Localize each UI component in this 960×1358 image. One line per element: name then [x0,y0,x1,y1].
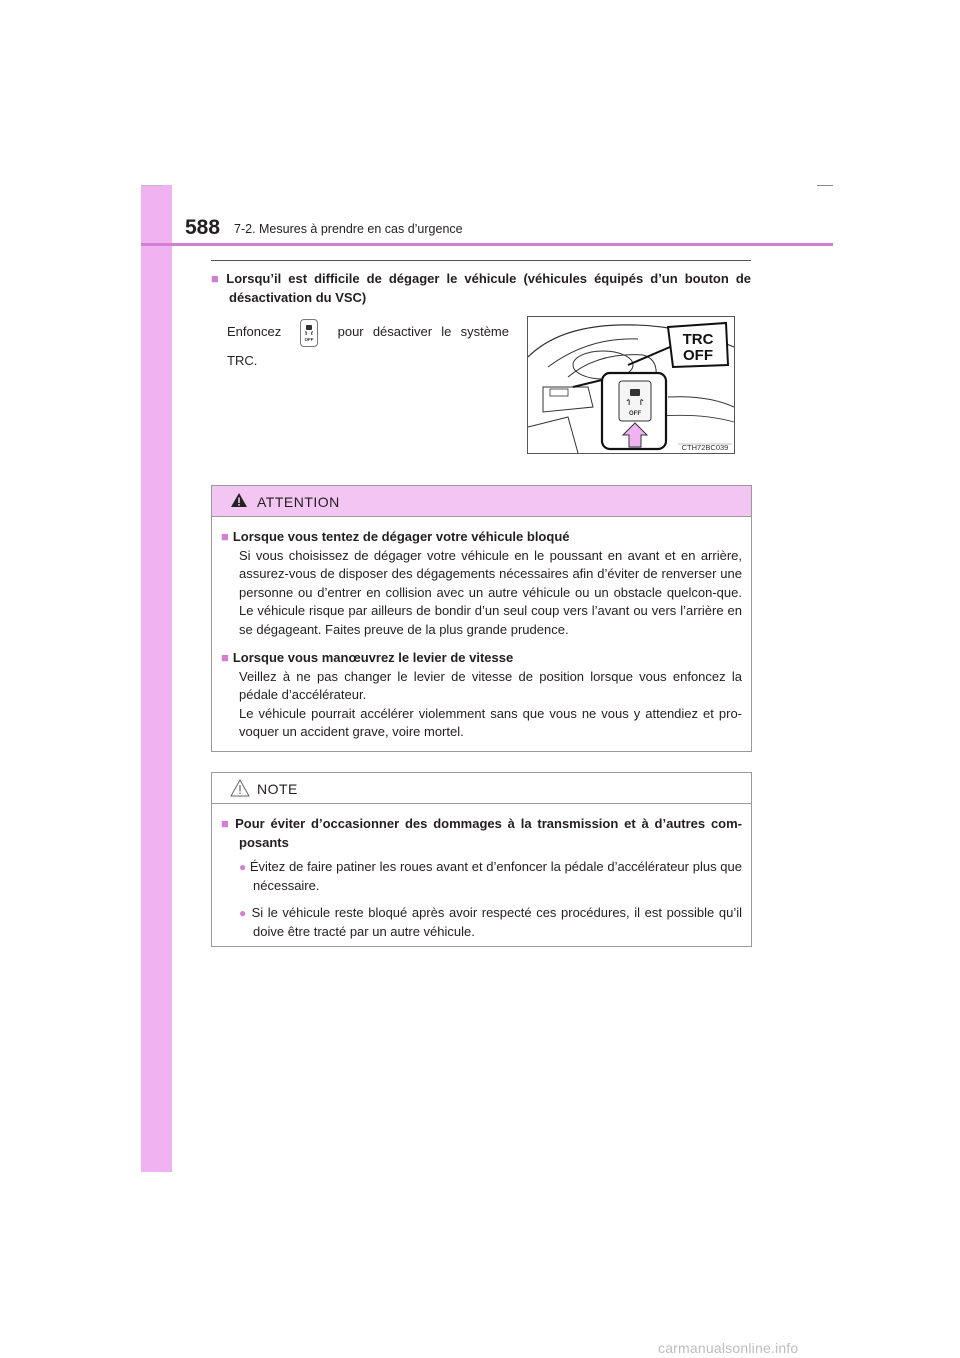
attention-body [212,517,751,742]
attention-header [212,486,751,517]
watermark: carmanualsonline.info [658,1340,799,1356]
header-rule [141,243,833,246]
circle-bullet-icon: ● [239,860,250,874]
note-bullet: ● Évitez de faire patiner les roues avant et d’enfoncer la pédale d’accélérateur plus que nécessaire. [239,859,742,893]
attention-paragraph: Veillez à ne pas changer le levier de vitesse de position lorsque vous enfoncez la pédale d’accélérateur. [239,668,742,702]
svg-text:OFF: OFF [683,347,713,364]
main-heading-text: Lorsqu’il est difficile de dégager le véhicule (véhicules équipés d’un bouton de désactivation du VSC) [226,271,751,305]
caution-triangle-icon [230,779,250,797]
svg-text:OFF: OFF [304,336,314,342]
instruction-before: Enfoncez [227,324,282,339]
attention-paragraph: Si vous choisissez de dégager votre véhicule en le poussant en avant et en arrière, assurez-vous de disposer des dégagements nécessaires afin d’éviter de renverser une personne ou d’entrer en collision avec un autre véhicule ou un obstacle quelcon-que. Le véhicule risque par ailleurs de bondir d’un seul coup vers l’avant ou vers l’arrière en se dégageant. Faites preuve de la plus grande prudence. [239,547,742,637]
note-bullet: ● Si le véhicule reste bloqué après avoir respecté ces procédures, il est possible qu’il doive être tracté par un autre véhicule. [239,905,742,939]
crop-mark [817,185,833,186]
square-bullet-icon: ■ [221,529,229,544]
note-title: NOTE [257,781,298,797]
vsc-off-button-icon [300,319,318,347]
attention-subheading: ■ Lorsque vous tentez de dégager votre véhicule bloqué [221,529,570,544]
crop-mark [141,185,163,186]
instruction-text [227,318,509,375]
note-box [211,772,752,947]
section-title: 7-2. Mesures à prendre en cas d’urgence [234,222,463,236]
attention-subheading: ■ Lorsque vous manœuvrez le levier de vitesse [221,650,514,665]
note-subheading: ■ Pour éviter d’occasionner des dommages à la transmission et à d’autres com-posants [221,816,743,850]
attention-paragraph: Le véhicule pourrait accélérer violemment sans que vous ne vous y attendiez et pro-voquer un accident grave, voire mortel. [239,705,742,739]
square-bullet-icon: ■ [221,650,229,665]
attention-box [211,485,752,752]
attention-title: ATTENTION [257,494,340,510]
side-tab [141,185,172,1172]
circle-bullet-icon: ● [239,906,252,920]
dashboard-illustration [527,316,735,454]
svg-text:TRC: TRC [682,331,714,348]
square-bullet-icon: ■ [211,271,223,286]
svg-text:CTH72BC039: CTH72BC039 [681,443,729,452]
main-heading [211,269,751,307]
square-bullet-icon: ■ [221,816,232,831]
page-number: 588 [185,216,221,239]
note-header [212,773,751,804]
svg-text:OFF: OFF [629,411,641,417]
warning-triangle-icon [230,492,248,508]
section-rule [211,260,751,261]
instruction-after: pour désactiver le système TRC. [227,324,509,368]
note-body [212,804,751,941]
